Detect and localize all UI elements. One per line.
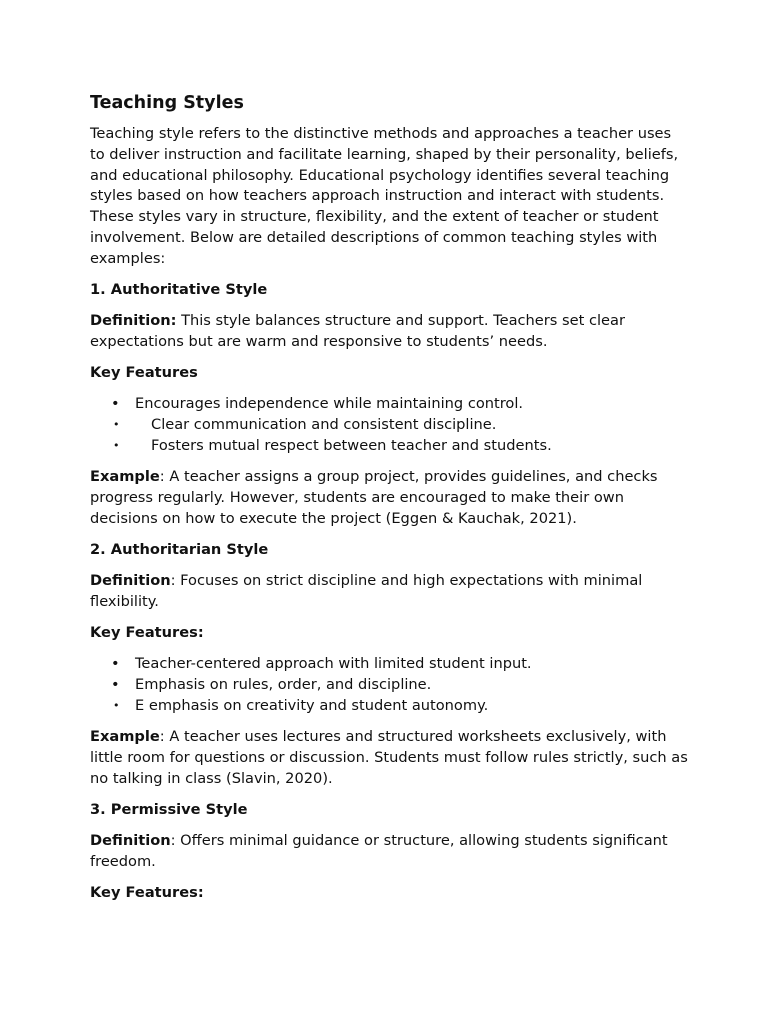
definition-text: : Focuses on strict discipline and high expectations with minimal flexibility. <box>90 572 643 610</box>
definition-label: Definition <box>90 832 171 849</box>
page-title: Teaching Styles <box>90 93 244 113</box>
list-item <box>90 415 690 436</box>
bullet-icon: • <box>113 438 120 452</box>
key-features-list-authoritative <box>90 394 690 456</box>
list-item-text: Clear communication and consistent discipline. <box>151 416 497 434</box>
definition-paragraph-permissive <box>90 831 690 873</box>
list-item-text: Emphasis on rules, order, and discipline. <box>135 676 432 694</box>
list-item-text: E emphasis on creativity and student autonomy. <box>135 696 489 714</box>
bullet-icon: • <box>113 418 120 432</box>
definition-label: Definition: <box>90 312 177 330</box>
list-item <box>90 675 690 696</box>
example-paragraph-authoritarian <box>90 727 690 789</box>
example-label: Example <box>90 728 160 746</box>
list-item <box>90 394 690 415</box>
key-features-heading-authoritarian: Key Features: <box>90 624 204 642</box>
example-text: : A teacher uses lectures and structured worksheets exclusively, with little room for questions or discussion. Students must follow rules strictly, such as no talking in class (Slavin, 2020). <box>90 728 688 787</box>
definition-label: Definition <box>90 572 171 590</box>
list-item-text: Fosters mutual respect between teacher and students. <box>151 436 552 454</box>
section-heading-authoritarian: 2. Authoritarian Style <box>90 540 269 558</box>
bullet-icon: • <box>111 395 120 413</box>
list-item <box>90 436 690 457</box>
bullet-icon: • <box>111 676 120 694</box>
definition-paragraph-authoritative <box>90 311 690 353</box>
list-item-text: Encourages independence while maintaining control. <box>135 395 524 413</box>
example-label: Example <box>90 468 160 486</box>
example-paragraph-authoritative <box>90 467 690 529</box>
document-body <box>90 91 690 914</box>
bullet-icon: • <box>113 698 120 712</box>
definition-text: This style balances structure and support. Teachers set clear expectations but are warm and responsive to students’ needs. <box>90 312 625 350</box>
list-item-text: Teacher-centered approach with limited student input. <box>135 655 532 673</box>
list-item <box>90 654 690 675</box>
list-item <box>90 696 690 717</box>
section-heading-authoritative: 1. Authoritative Style <box>90 280 268 298</box>
key-features-list-authoritarian <box>90 654 690 716</box>
intro-paragraph: Teaching style refers to the distinctive methods and approaches a teacher uses to deliver instruction and facilitate learning, shaped by their personality, beliefs, and educational philosophy. Educational psychology identifies several teaching styles based on how teachers approach instruction and interact with students. These styles vary in structure, flexibility, and the extent of teacher or student involvement. Below are detailed descriptions of common teaching styles with examples: <box>90 125 679 267</box>
example-text: : A teacher assigns a group project, provides guidelines, and checks progress regularly. However, students are encouraged to make their own decisions on how to execute the project (Eggen & Kauchak, 2021). <box>90 468 658 527</box>
bullet-icon: • <box>111 655 120 673</box>
definition-text: : Offers minimal guidance or structure, allowing students significant freedom. <box>90 832 668 870</box>
definition-paragraph-authoritarian <box>90 571 690 613</box>
section-heading-permissive: 3. Permissive Style <box>90 800 248 818</box>
key-features-heading-authoritative: Key Features <box>90 364 198 382</box>
key-features-heading-permissive: Key Features: <box>90 883 204 901</box>
